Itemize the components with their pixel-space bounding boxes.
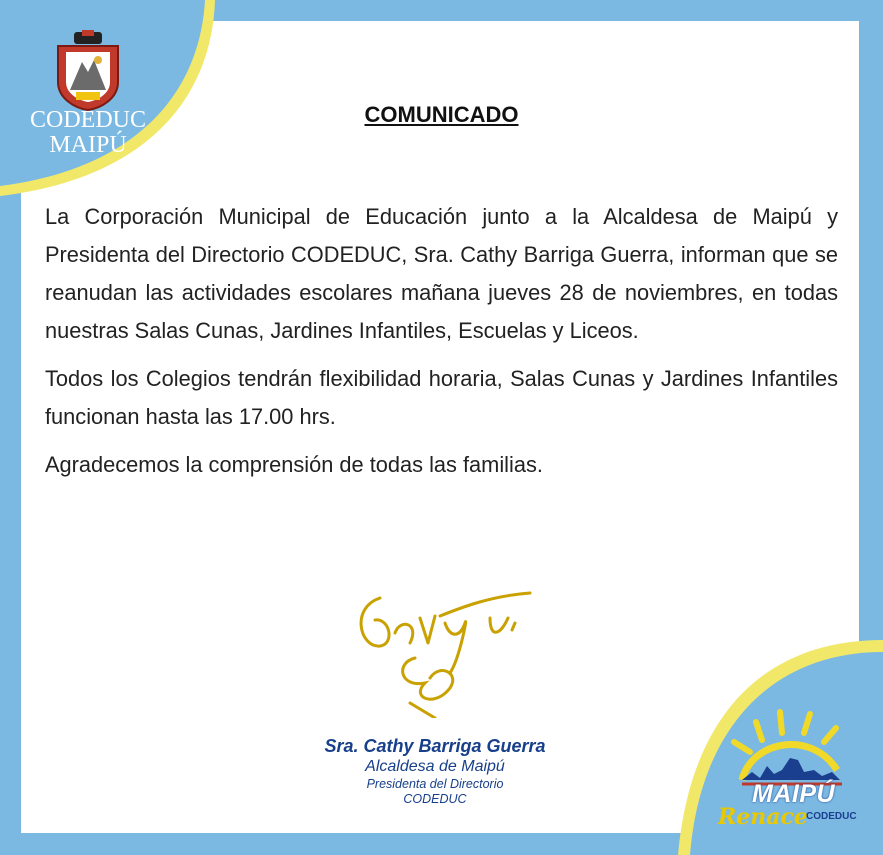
signer-block bbox=[300, 735, 570, 807]
page-title: COMUNICADO bbox=[364, 102, 519, 127]
signer-subrole-line2: CODEDUC bbox=[403, 792, 467, 806]
maipu-renace-logo bbox=[712, 700, 862, 840]
signer-role: Alcaldesa de Maipú bbox=[365, 758, 505, 775]
logo-city: MAIPÚ bbox=[752, 780, 836, 808]
paragraph-2: Todos los Colegios tendrán flexibilidad horaria, Salas Cunas y Jardines Infantiles funcionan hasta las 17.00 hrs. bbox=[45, 366, 838, 429]
logo-slogan: Renace bbox=[718, 804, 808, 830]
handwritten-signature bbox=[340, 578, 540, 718]
brand-line1: CODEDUC bbox=[29, 107, 146, 133]
signer-subrole-line1: Presidenta del Directorio bbox=[366, 777, 504, 791]
brand-line2: MAIPÚ bbox=[49, 132, 127, 158]
signer-name: Sra. Cathy Barriga Guerra bbox=[324, 736, 546, 756]
codeduc-crest-icon bbox=[52, 30, 124, 112]
announcement-body bbox=[45, 198, 838, 494]
logo-org: CODEDUC bbox=[806, 811, 857, 822]
paragraph-1: La Corporación Municipal de Educación junto a la Alcaldesa de Maipú y Presidenta del Directorio CODEDUC, Sra. Cathy Barriga Guerra, informan que se reanudan las actividades escolares mañana jueves 28 de noviembres, en todas nuestras Salas Cunas, Jardines Infantiles, Escuelas y Liceos. bbox=[45, 204, 838, 343]
paragraph-3: Agradecemos la comprensión de todas las familias. bbox=[45, 452, 543, 477]
